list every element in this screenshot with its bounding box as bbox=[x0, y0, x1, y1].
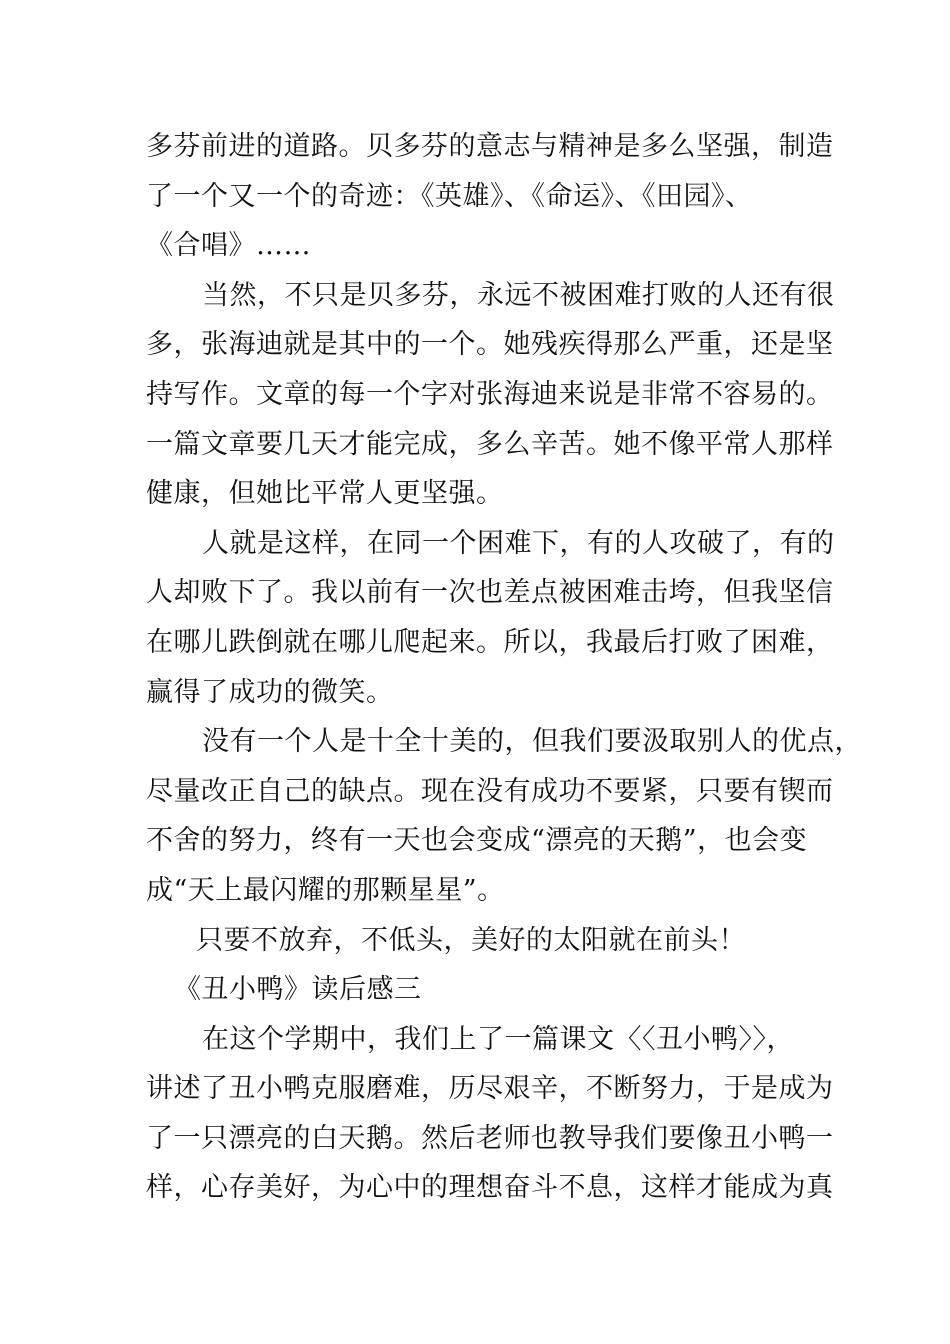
paragraph-start-line: 只要不放弃，不低头，美好的太阳就在前头！ bbox=[196, 924, 746, 956]
paragraph-start-line: 当然，不只是贝多芬，永远不被困难打败的人还有很 bbox=[202, 279, 835, 311]
text-line: 人却败下了。我以前有一次也差点被困难击垮，但我坚信 bbox=[146, 577, 834, 609]
essay-text bbox=[146, 122, 862, 1213]
text-line: 讲述了丑小鸭克服磨难，历尽艰辛，不断努力，于是成为 bbox=[146, 1073, 834, 1105]
section-title: 《丑小鸭》读后感三 bbox=[174, 974, 422, 1006]
text-line: 了一个又一个的奇迹：《英雄》、《命运》、《田园》、 bbox=[146, 180, 753, 212]
text-line: 多，张海迪就是其中的一个。她残疾得那么严重，还是坚 bbox=[146, 329, 834, 361]
text-line: 持写作。文章的每一个字对张海迪来说是非常不容易的。 bbox=[146, 378, 834, 410]
text-line: 赢得了成功的微笑。 bbox=[146, 676, 394, 708]
paragraph-start-line: 人就是这样，在同一个困难下，有的人攻破了，有的 bbox=[202, 527, 835, 559]
text-line: 样，心存美好，为心中的理想奋斗不息，这样才能成为真 bbox=[146, 1172, 834, 1204]
text-line: 尽量改正自己的缺点。现在没有成功不要紧，只要有锲而 bbox=[146, 775, 834, 807]
text-line: 一篇文章要几天才能完成，多么辛苦。她不像平常人那样 bbox=[146, 428, 834, 460]
text-line: 健康，但她比平常人更坚强。 bbox=[146, 478, 504, 510]
text-line: 成“天上最闪耀的那颗星星”。 bbox=[146, 874, 505, 906]
text-line: 多芬前进的道路。贝多芬的意志与精神是多么坚强，制造 bbox=[146, 131, 834, 162]
text-line: 不舍的努力，终有一天也会变成“漂亮的天鹅”，也会变 bbox=[146, 825, 808, 857]
paragraph-start-line: 在这个学期中，我们上了一篇课文〈〈丑小鸭〉〉， bbox=[202, 1023, 794, 1055]
text-line: 了一只漂亮的白天鹅。然后老师也教导我们要像丑小鸭一 bbox=[146, 1122, 834, 1154]
text-line: 《合唱》…… bbox=[146, 230, 311, 262]
paragraph-start-line: 没有一个人是十全十美的，但我们要汲取别人的优点， bbox=[202, 726, 862, 758]
text-line: 在哪儿跌倒就在哪儿爬起来。所以，我最后打败了困难， bbox=[146, 626, 834, 658]
